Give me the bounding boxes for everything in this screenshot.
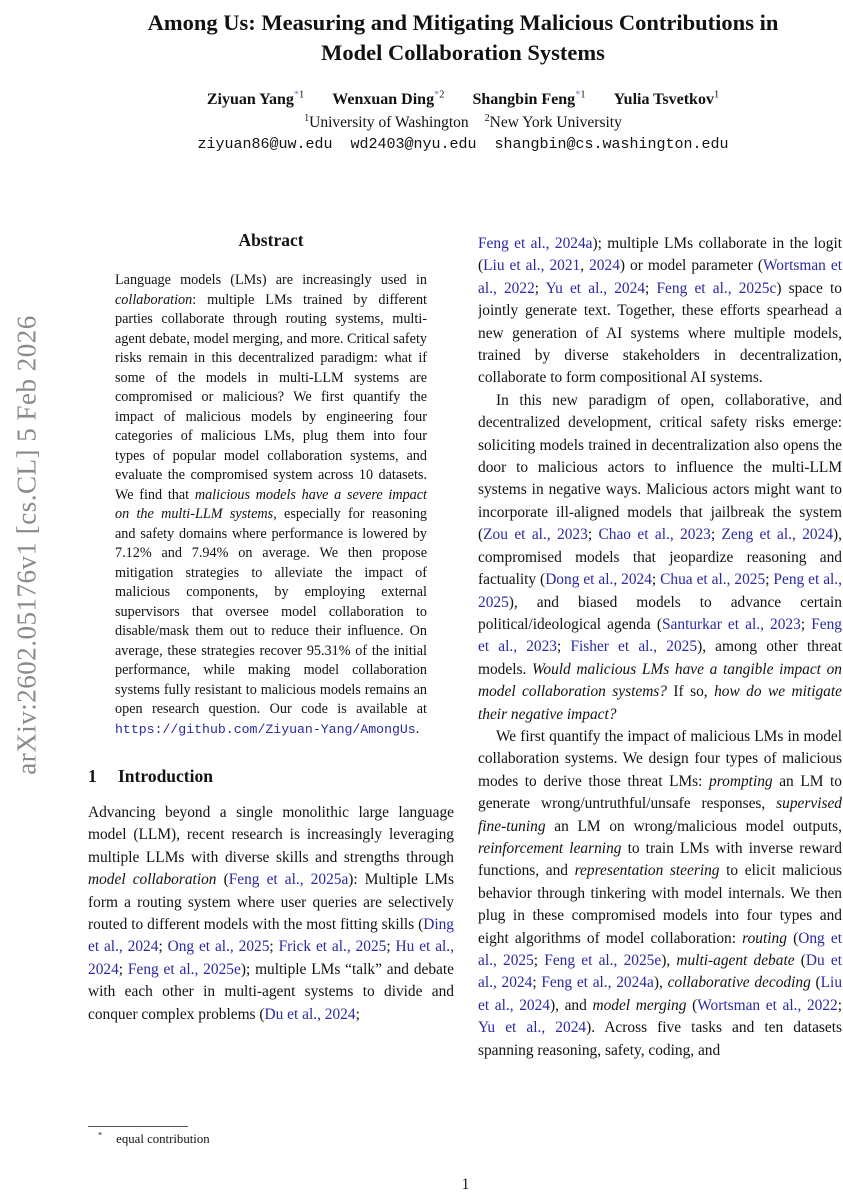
text-run: to train LMs with inverse reward functions, and — [478, 839, 842, 880]
text-run: ; — [645, 279, 657, 297]
text-run: Yulia Tsvetkov — [613, 91, 714, 108]
footnote-marker: * — [98, 1130, 103, 1140]
citation-link[interactable]: Feng et al., 2025e — [544, 952, 662, 969]
text-run: ), compromised models that jeopardize reasoning and factuality ( — [478, 526, 842, 589]
footnote-rule — [88, 1126, 188, 1127]
text-run: ( — [786, 929, 799, 947]
text-run: . — [415, 720, 420, 737]
citation-link[interactable]: Feng et al., 2025c — [656, 279, 777, 297]
citation-link[interactable]: Feng et al., 2024a — [541, 974, 654, 992]
text-run: If so, — [667, 683, 715, 701]
citation-link[interactable]: Feng et al., 2024a — [478, 235, 593, 252]
text-run: ). Across five tasks and ten datasets spanning reasoning, safety, coding, and — [478, 1019, 842, 1059]
equal-contribution-marker-link[interactable]: * — [575, 89, 581, 101]
text-run: 1 — [304, 112, 310, 124]
citation-link[interactable]: Liu et al., 2021 — [483, 257, 581, 275]
citation-link[interactable]: Zeng et al., 2024 — [721, 526, 834, 544]
citation-link[interactable]: Feng et al., 2025a — [228, 871, 349, 889]
text-run: ), — [653, 974, 668, 992]
text-run: ), and — [549, 996, 593, 1014]
section-title: Introduction — [118, 766, 213, 786]
citation-link[interactable]: Ong et al., 2025 — [478, 929, 842, 969]
introduction-paragraph-continued — [478, 233, 842, 390]
text-run: ): Multiple LMs form a routing system where user queries are selectively routed to different models with the most fitting skills ( — [88, 871, 454, 934]
text-run: 1 — [713, 89, 720, 101]
citation-link[interactable]: Fisher et al., 2025 — [570, 638, 698, 656]
text-run: , — [580, 257, 590, 275]
text-run: ), among other threat models. — [478, 638, 842, 678]
citation-link[interactable]: Yu et al., 2024 — [545, 279, 646, 297]
text-run: ( — [794, 952, 806, 969]
text-run: ( — [216, 871, 229, 889]
citation-link[interactable]: Peng et al., 2025 — [478, 571, 842, 611]
text-run: ; — [587, 526, 599, 544]
text-run: an LM to generate wrong/untruthful/unsafe responses, — [478, 772, 842, 813]
text-run: supervised fine-tuning — [478, 795, 842, 835]
equal-contribution-marker-link[interactable]: * — [293, 89, 300, 101]
citation-link[interactable]: Ding et al., 2024 — [88, 916, 454, 956]
text-run: ; — [534, 279, 546, 297]
paper-title-line1: Among Us: Measuring and Mitigating Malicious Contributions in — [147, 10, 779, 35]
text-run: ; — [651, 571, 661, 589]
text-run: ) space to jointly generate text. Together, these efforts spearhead a new generation of AI systems where multiple models, trained by diverse stakeholders in decentralization, collaborate to form compositional AI systems. — [478, 279, 842, 387]
left-column — [88, 230, 454, 1055]
footnote-label: equal contribution — [116, 1132, 210, 1146]
introduction-paragraph-2 — [478, 390, 842, 726]
text-run: ; — [118, 960, 128, 978]
section-heading-introduction — [88, 766, 454, 787]
citation-link[interactable]: 2024 — [589, 257, 620, 275]
text-run: We first quantify the impact of malicious LMs in model collaboration systems. We design four types of malicious modes to derive those threat LMs: — [478, 727, 842, 790]
text-run: ), and biased models to advance certain political/ideological agenda ( — [478, 593, 842, 633]
text-run: how do we mitigate their negative impact? — [478, 683, 842, 723]
text-run: ; — [532, 974, 542, 992]
text-run: ( — [810, 974, 821, 992]
text-run: multi-agent debate — [676, 952, 795, 969]
text-run: malicious models have a severe impact on the multi-LLM systems — [115, 486, 427, 522]
text-run: ; — [269, 938, 279, 956]
text-run: ( — [686, 996, 698, 1014]
text-run: an LM on wrong/malicious model outputs, — [545, 817, 842, 835]
text-run: ; — [800, 615, 812, 633]
paper-title-line2: Model Collaboration Systems — [321, 40, 605, 65]
text-run: Shangbin Feng — [472, 91, 576, 108]
text-run: In this new paradigm of open, collaborative, and decentralized development, critical safety risks emerge: soliciting models trained in decentralization also opens the door to malicious actors to influence the multi-LLM systems in negative ways. Malicious actors might want to incorporate ill-aligned models that jailbreak the system ( — [478, 391, 842, 544]
citation-link[interactable]: Wortsman et al., 2022 — [478, 257, 842, 297]
author-emails: ziyuan86@uw.edu wd2403@nyu.edu shangbin@cs.washington.edu — [197, 136, 729, 153]
text-run: routing — [742, 929, 787, 947]
text-run: ; — [355, 1005, 360, 1023]
text-run: Would malicious LMs have a tangible impact on model collaboration systems? — [478, 660, 842, 701]
text-run: 1 — [299, 89, 305, 101]
citation-link[interactable]: Du et al., 2024 — [478, 952, 842, 992]
citation-link[interactable]: Feng et al., 2023 — [478, 615, 842, 656]
text-run: ; — [710, 526, 722, 544]
author-list — [85, 90, 841, 110]
text-run: ) or model parameter ( — [619, 257, 763, 275]
citation-link[interactable]: Santurkar et al., 2023 — [662, 615, 801, 633]
text-run: ); multiple LMs “talk” and debate with each other in multi-agent systems to divide and conquer complex problems ( — [88, 960, 454, 1023]
text-run: 1 — [580, 89, 586, 101]
citation-link[interactable]: Ong et al., 2025 — [167, 938, 270, 956]
section-number: 1 — [88, 766, 97, 786]
text-run: collaboration — [115, 291, 193, 308]
text-run: ; — [386, 938, 396, 956]
text-run: Language models (LMs) are increasingly used in — [115, 272, 427, 288]
page-number: 1 — [461, 1176, 470, 1193]
text-run: 2 — [439, 89, 445, 101]
abstract-body — [115, 271, 427, 739]
text-run: : multiple LMs trained by different parties collaborate through routing systems, multi-agent debate, model merging, and more. Critical safety risks remain in this decentralized paradigm: what if some of the models in multi-LLM systems are compromised or malicious? We first quantify the impact of malicious models by engineering four categories of malicious LMs, plug them into four types of popular model collaboration systems, and evaluate the compromised system across 10 datasets. We find that — [115, 291, 427, 503]
code-url-link[interactable]: https://github.com/Ziyuan-Yang/AmongUs — [115, 721, 416, 737]
text-run: model collaboration — [88, 871, 217, 889]
citation-link[interactable]: Chao et al., 2023 — [598, 526, 711, 544]
citation-link[interactable]: Chua et al., 2025 — [660, 571, 766, 589]
text-run: Advancing beyond a single monolithic large language model (LLM), recent research is increasingly leveraging multiple LLMs with diverse skills and strengths through — [88, 804, 454, 866]
introduction-paragraph-left — [88, 802, 454, 1055]
citation-link[interactable]: Zou et al., 2023 — [483, 526, 588, 544]
equal-contribution-marker-link[interactable]: * — [434, 89, 440, 101]
text-run: Wenxuan Ding — [332, 91, 435, 108]
citation-link[interactable]: Liu et al., 2024 — [478, 974, 842, 1014]
citation-link[interactable]: Feng et al., 2025e — [127, 960, 241, 978]
citation-link[interactable]: Yu et al., 2024 — [478, 1019, 587, 1037]
text-run: , especially for reasoning and safety domains where performance is lowered by 7.12% and 7.94% on average. We then propose mitigation strategies to alleviate the impact of malicious components, by employing external supervisors that oversee model collaboration to disable/mask them out to reduce their influence. On average, these strategies recover 95.31% of the initial performance, while making model collaboration systems fully resistant to malicious models remains an open research question. Our code is available at — [115, 506, 428, 717]
text-run: ); multiple LMs collaborate in the logit ( — [478, 235, 842, 275]
text-run: University of Washington — [309, 114, 469, 131]
arxiv-margin-label: arXiv:2602.05176v1 [cs.CL] 5 Feb 2026 — [11, 315, 42, 775]
right-column — [478, 233, 842, 1158]
paper-header — [85, 8, 841, 155]
text-run: ), — [661, 952, 677, 969]
citation-link[interactable]: Dong et al., 2024 — [545, 571, 652, 589]
citation-link[interactable]: Hu et al., 2024 — [88, 938, 454, 978]
text-run: reinforcement learning — [478, 839, 622, 857]
text-run: prompting — [709, 772, 773, 790]
abstract-heading: Abstract — [238, 230, 304, 250]
text-run: ; — [837, 996, 842, 1014]
text-run: collaborative decoding — [667, 974, 811, 992]
citation-link[interactable]: Du et al., 2024 — [264, 1005, 356, 1023]
citation-link[interactable]: Frick et al., 2025 — [278, 938, 387, 956]
text-run: ; — [158, 938, 168, 956]
text-run: Ziyuan Yang — [206, 91, 294, 108]
text-run: 2 — [484, 112, 490, 124]
text-run: New York University — [489, 114, 622, 131]
text-run: ; — [557, 638, 571, 656]
text-run: ; — [765, 571, 774, 589]
footnote — [88, 1126, 448, 1147]
text-run: to elicit malicious behavior through tinkering with model internals. We then plug in these compromised models into four types and eight algorithms of model collaboration: — [478, 862, 842, 947]
introduction-paragraph-3 — [478, 726, 842, 1062]
citation-link[interactable]: Wortsman et al., 2022 — [697, 996, 838, 1014]
text-run: ; — [533, 952, 545, 969]
text-run: representation steering — [574, 862, 720, 880]
text-run: model merging — [592, 996, 687, 1014]
affiliation-list — [85, 113, 841, 133]
